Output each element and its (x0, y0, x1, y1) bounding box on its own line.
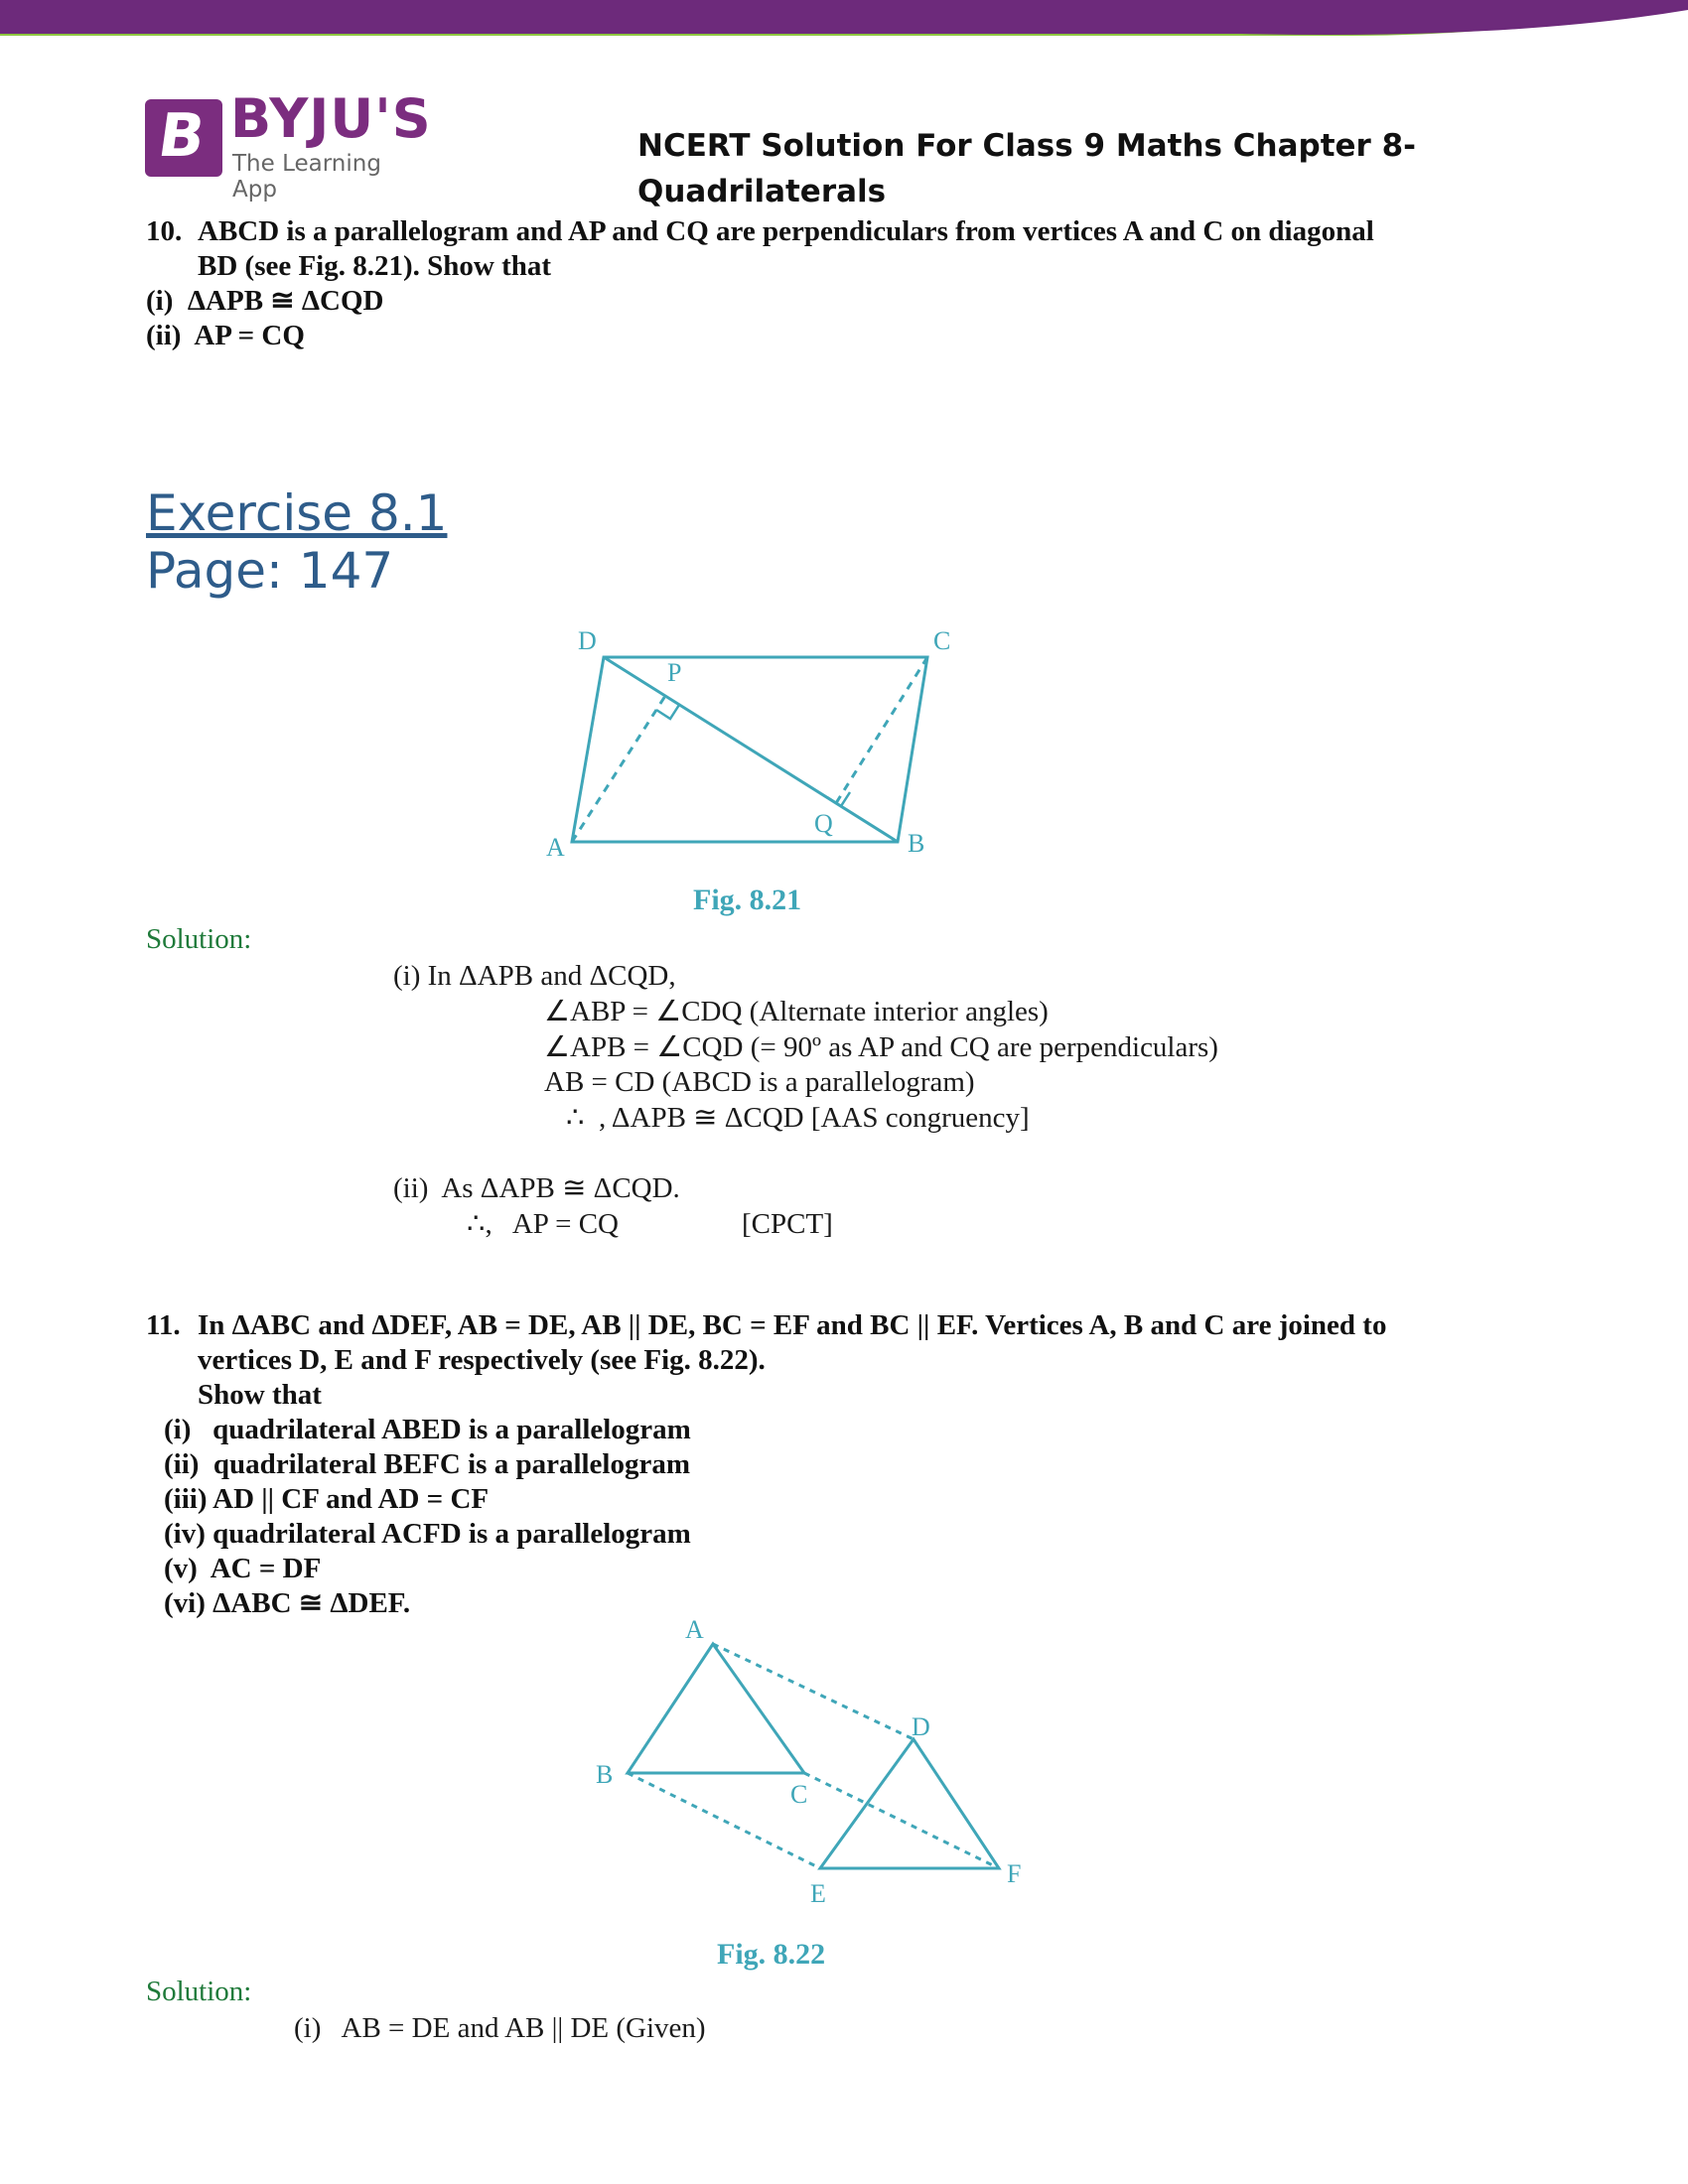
question-text: ABCD is a parallelogram and AP and CQ are perpendiculars from vertices A and C on diagonal (198, 215, 1374, 247)
point-label-p: P (667, 658, 682, 687)
right-angle-p (656, 705, 679, 719)
question-part: (vi) ΔABC ≅ ΔDEF. (164, 1587, 411, 1619)
logo-tagline: The Learning App (232, 151, 381, 203)
solution-line: (i) In ΔAPB and ΔCQD, (393, 960, 676, 992)
solution-line: ∠ABP = ∠CDQ (Alternate interior angles) (544, 996, 1049, 1027)
top-banner (0, 0, 1688, 60)
solution-line: AB = CD (ABCD is a parallelogram) (544, 1066, 975, 1098)
solution-label: Solution: (146, 923, 252, 955)
vertex-label-f: F (1007, 1859, 1022, 1888)
triangle-abc (628, 1644, 804, 1773)
perpendicular-cq (836, 657, 927, 803)
vertex-label-b: B (596, 1760, 614, 1789)
vertex-label-d: D (578, 626, 597, 655)
question-part: (ii) AP = CQ (146, 320, 305, 351)
diagonal-bd (604, 657, 898, 842)
vertex-label-a: A (685, 1615, 704, 1644)
vertex-label-c: C (933, 626, 951, 655)
question-part: (iv) quadrilateral ACFD is a parallelogram (164, 1518, 691, 1550)
vertex-label-e: E (810, 1879, 826, 1908)
question-11 (146, 1308, 1576, 1621)
figure-caption: Fig. 8.22 (717, 1938, 826, 1971)
figure-caption: Fig. 8.21 (693, 884, 802, 916)
triangle-def (820, 1739, 999, 1868)
question-part: (ii) quadrilateral BEFC is a parallelogram (164, 1448, 691, 1480)
solution-line: [CPCT] (742, 1208, 833, 1240)
point-label-q: Q (814, 809, 833, 838)
byjus-logo (145, 87, 433, 203)
segment-cf (804, 1773, 999, 1868)
logo-name: BYJU'S (230, 87, 432, 150)
solution-line: (ii) As ΔAPB ≅ ΔCQD. (393, 1172, 680, 1204)
question-number: 11. (146, 1309, 181, 1341)
figure-8-21 (536, 625, 973, 864)
question-text: In ΔABC and ΔDEF, AB = DE, AB || DE, BC = EF and BC || EF. Vertices A, B and C are joined to (198, 1309, 1387, 1341)
exercise-title[interactable]: Exercise 8.1 (146, 484, 448, 542)
page-number: Page: 147 (146, 542, 394, 600)
question-part: (i) ΔAPB ≅ ΔCQD (146, 285, 384, 317)
solution-label: Solution: (146, 1976, 252, 2007)
solution-line: ∴, AP = CQ (467, 1208, 619, 1240)
solution-line: ∠APB = ∠CQD (= 90º as AP and CQ are perpendiculars) (544, 1031, 1218, 1063)
page-header-title: NCERT Solution For Class 9 Maths Chapter 8- Quadrilaterals (637, 128, 1417, 209)
question-part: (iii) AD || CF and AD = CF (164, 1483, 490, 1515)
vertex-label-d: D (912, 1712, 930, 1741)
figure-8-22 (586, 1608, 1022, 1908)
vertex-label-a: A (546, 833, 565, 862)
question-10 (146, 214, 1536, 353)
vertex-label-b: B (908, 829, 925, 858)
question-text: vertices D, E and F respectively (see Fig. 8.22). (198, 1344, 766, 1376)
logo-mark: B (145, 99, 222, 177)
solution-line: (i) AB = DE and AB || DE (Given) (294, 2012, 706, 2044)
segment-ad (713, 1644, 914, 1739)
question-part: (v) AC = DF (164, 1553, 322, 1584)
vertex-label-c: C (790, 1780, 808, 1809)
exercise-heading (146, 484, 447, 600)
question-text: BD (see Fig. 8.21). Show that (198, 250, 552, 282)
question-part: (i) quadrilateral ABED is a parallelogram (164, 1414, 691, 1445)
solution-line: ∴ , ΔAPB ≅ ΔCQD [AAS congruency] (566, 1102, 1030, 1134)
question-text: Show that (198, 1379, 322, 1411)
question-number: 10. (146, 215, 183, 247)
